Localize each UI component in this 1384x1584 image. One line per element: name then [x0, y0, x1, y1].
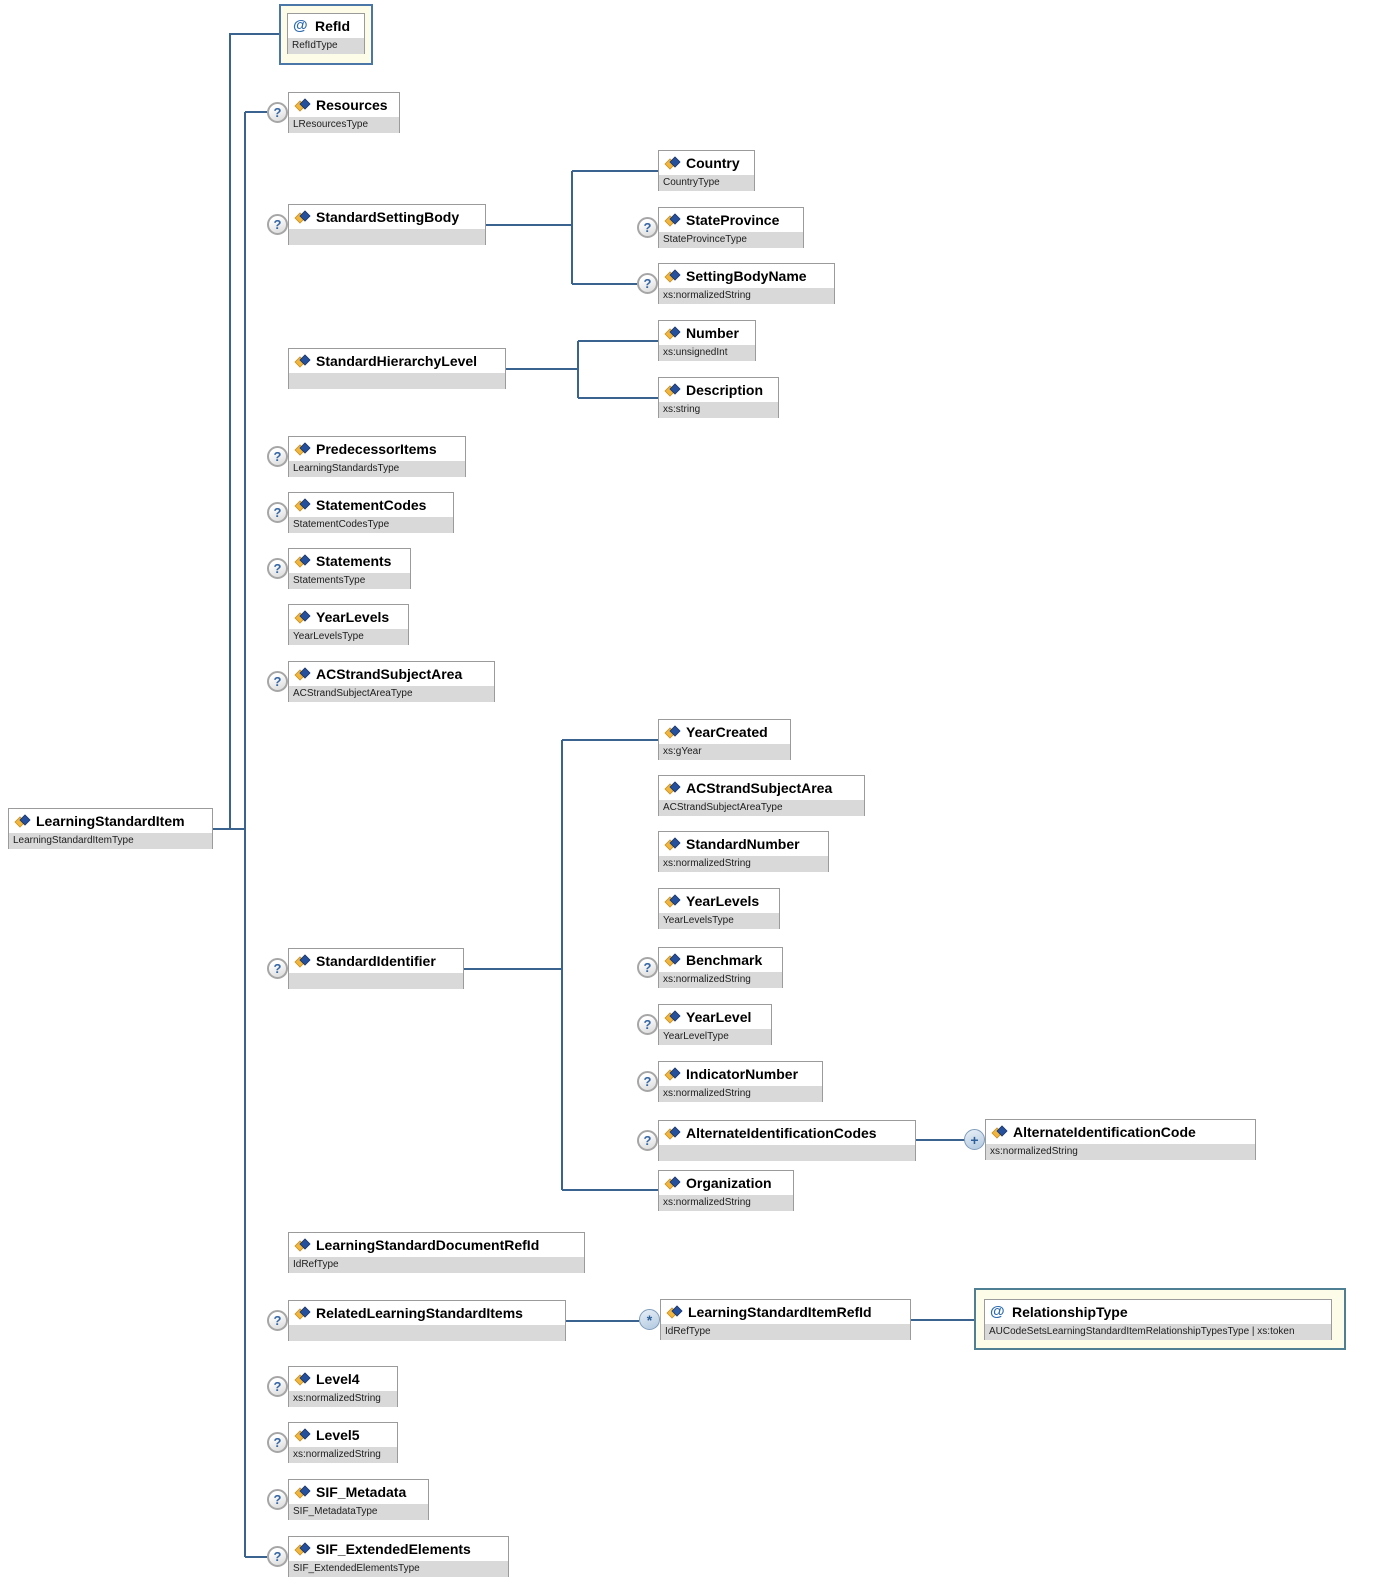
- element-icon: [14, 814, 31, 828]
- node-title-row: [659, 889, 779, 913]
- schema-node-SIF_Metadata[interactable]: [288, 1479, 429, 1520]
- node-label: Country: [686, 155, 740, 171]
- node-type: xs:normalizedString: [659, 288, 834, 304]
- node-label: ACStrandSubjectArea: [316, 666, 463, 682]
- node-title-row: [659, 208, 803, 232]
- element-icon: [664, 725, 681, 739]
- optional-badge: ?: [267, 502, 288, 523]
- node-title-row: [661, 1300, 910, 1324]
- node-title-row: [659, 776, 864, 800]
- schema-node-RelationshipType[interactable]: [984, 1299, 1332, 1340]
- element-icon: [294, 354, 311, 368]
- optional-badge: ?: [637, 1014, 658, 1035]
- node-label: Organization: [686, 1175, 772, 1191]
- node-label: LearningStandardItemRefId: [688, 1304, 872, 1320]
- node-type: xs:unsignedInt: [659, 345, 755, 361]
- node-title-row: [289, 1480, 428, 1504]
- node-label: IndicatorNumber: [686, 1066, 799, 1082]
- node-label: Resources: [316, 97, 388, 113]
- schema-node-Description[interactable]: [658, 377, 779, 418]
- node-title-row: [986, 1120, 1255, 1144]
- node-type: RefIdType: [288, 38, 364, 54]
- node-label: StateProvince: [686, 212, 780, 228]
- node-label: YearLevel: [686, 1009, 752, 1025]
- element-icon: [294, 1306, 311, 1320]
- node-type: LearningStandardItemType: [9, 833, 212, 849]
- schema-node-StateProvince[interactable]: [658, 207, 804, 248]
- node-title-row: [289, 949, 463, 973]
- attribute-icon: @: [990, 1303, 1005, 1320]
- schema-node-YearCreated[interactable]: [658, 719, 791, 760]
- element-icon: [991, 1125, 1008, 1139]
- element-icon: [294, 1542, 311, 1556]
- element-icon: [664, 1126, 681, 1140]
- optional-badge: ?: [267, 671, 288, 692]
- element-icon: [664, 326, 681, 340]
- node-label: LearningStandardDocumentRefId: [316, 1237, 540, 1253]
- schema-node-IndicatorNumber[interactable]: [658, 1061, 823, 1102]
- node-title-row: [289, 1423, 397, 1447]
- optional-badge: ?: [267, 1546, 288, 1567]
- node-label: LearningStandardItem: [36, 813, 185, 829]
- schema-node-AlternateIdentificationCode[interactable]: [985, 1119, 1256, 1160]
- node-title-row: [659, 378, 778, 402]
- node-label: RelationshipType: [1012, 1304, 1128, 1320]
- node-label: Level4: [316, 1371, 360, 1387]
- schema-node-RelatedLearningStandardItems[interactable]: [288, 1300, 566, 1341]
- schema-node-YearLevels[interactable]: [288, 604, 409, 645]
- schema-node-YearLevel[interactable]: [658, 1004, 772, 1045]
- node-type: YearLevelsType: [659, 913, 779, 929]
- node-title-row: [289, 349, 505, 373]
- element-icon: [294, 667, 311, 681]
- element-icon: [664, 953, 681, 967]
- schema-node-AlternateIdentificationCodes[interactable]: [658, 1120, 916, 1161]
- node-title-row: [659, 321, 755, 345]
- node-type: LResourcesType: [289, 117, 399, 133]
- node-title-row: [289, 1537, 508, 1561]
- node-label: YearLevels: [686, 893, 760, 909]
- node-type: CountryType: [659, 175, 754, 191]
- node-title-row: [659, 264, 834, 288]
- node-title-row: [985, 1300, 1331, 1324]
- schema-node-SettingBodyName[interactable]: [658, 263, 835, 304]
- node-type: xs:gYear: [659, 744, 790, 760]
- element-icon: [664, 781, 681, 795]
- optional-badge: ?: [267, 1489, 288, 1510]
- node-type: xs:normalizedString: [986, 1144, 1255, 1160]
- node-label: Description: [686, 382, 764, 398]
- optional-badge: ?: [637, 273, 658, 294]
- node-label: Level5: [316, 1427, 360, 1443]
- element-icon: [666, 1305, 683, 1319]
- optional-badge: ?: [637, 1071, 658, 1092]
- node-type: YearLevelsType: [289, 629, 408, 645]
- node-type: SIF_MetadataType: [289, 1504, 428, 1520]
- node-title-row: [289, 1367, 397, 1391]
- element-icon: [294, 210, 311, 224]
- element-icon: [664, 269, 681, 283]
- node-type: [289, 373, 505, 389]
- schema-node-Organization[interactable]: [658, 1170, 794, 1211]
- node-label: SIF_Metadata: [316, 1484, 407, 1500]
- node-type: xs:normalizedString: [659, 1195, 793, 1211]
- node-title-row: [289, 1301, 565, 1325]
- node-label: YearLevels: [316, 609, 390, 625]
- optional-badge: ?: [267, 1432, 288, 1453]
- node-title-row: [659, 1005, 771, 1029]
- repeat-badge: +: [964, 1129, 985, 1150]
- schema-node-LearningStandardItemRefId[interactable]: [660, 1299, 911, 1340]
- element-icon: [294, 610, 311, 624]
- node-type: AUCodeSetsLearningStandardItemRelationshipTypesType | xs:token: [985, 1324, 1331, 1340]
- element-icon: [294, 498, 311, 512]
- node-type: ACStrandSubjectAreaType: [289, 686, 494, 702]
- element-icon: [664, 1176, 681, 1190]
- node-title-row: [659, 948, 782, 972]
- node-type: [289, 229, 485, 245]
- node-type: IdRefType: [289, 1257, 584, 1273]
- schema-node-ACStrandSubjectArea[interactable]: [658, 775, 865, 816]
- node-title-row: [659, 1121, 915, 1145]
- element-icon: [294, 442, 311, 456]
- node-label: PredecessorItems: [316, 441, 437, 457]
- schema-node-YearLevels[interactable]: [658, 888, 780, 929]
- node-label: RefId: [315, 18, 350, 34]
- node-label: RelatedLearningStandardItems: [316, 1305, 523, 1321]
- node-label: Statements: [316, 553, 392, 569]
- schema-node-Level5[interactable]: [288, 1422, 398, 1463]
- schema-node-LearningStandardItem[interactable]: [8, 808, 213, 849]
- node-type: xs:normalizedString: [659, 972, 782, 988]
- node-label: YearCreated: [686, 724, 768, 740]
- node-type: StateProvinceType: [659, 232, 803, 248]
- schema-node-PredecessorItems[interactable]: [288, 436, 466, 477]
- node-title-row: [289, 437, 465, 461]
- schema-node-StandardSettingBody[interactable]: [288, 204, 486, 245]
- schema-node-Number[interactable]: [658, 320, 756, 361]
- schema-node-Benchmark[interactable]: [658, 947, 783, 988]
- element-icon: [294, 98, 311, 112]
- node-title-row: [288, 14, 364, 38]
- node-type: [289, 973, 463, 989]
- node-label: SIF_ExtendedElements: [316, 1541, 471, 1557]
- element-icon: [664, 156, 681, 170]
- schema-node-SIF_ExtendedElements[interactable]: [288, 1536, 509, 1577]
- node-type: xs:string: [659, 402, 778, 418]
- optional-badge: ?: [637, 1130, 658, 1151]
- node-type: ACStrandSubjectAreaType: [659, 800, 864, 816]
- node-title-row: [9, 809, 212, 833]
- node-label: StandardNumber: [686, 836, 800, 852]
- element-icon: [294, 1372, 311, 1386]
- node-label: SettingBodyName: [686, 268, 807, 284]
- schema-node-StandardNumber[interactable]: [658, 831, 829, 872]
- node-type: IdRefType: [661, 1324, 910, 1340]
- repeat-badge: *: [639, 1309, 660, 1330]
- node-type: [659, 1145, 915, 1161]
- node-title-row: [289, 662, 494, 686]
- node-type: xs:normalizedString: [659, 1086, 822, 1102]
- element-icon: [664, 894, 681, 908]
- element-icon: [294, 1238, 311, 1252]
- optional-badge: ?: [267, 1376, 288, 1397]
- element-icon: [294, 954, 311, 968]
- node-title-row: [659, 720, 790, 744]
- optional-badge: ?: [267, 958, 288, 979]
- optional-badge: ?: [637, 217, 658, 238]
- schema-node-Resources[interactable]: [288, 92, 400, 133]
- node-type: YearLevelType: [659, 1029, 771, 1045]
- attribute-icon: @: [293, 17, 308, 34]
- node-title-row: [289, 493, 453, 517]
- optional-badge: ?: [267, 558, 288, 579]
- node-title-row: [659, 151, 754, 175]
- node-label: StandardSettingBody: [316, 209, 460, 225]
- node-type: StatementsType: [289, 573, 410, 589]
- node-title-row: [289, 205, 485, 229]
- schema-node-StandardIdentifier[interactable]: [288, 948, 464, 989]
- schema-node-LearningStandardDocumentRefId[interactable]: [288, 1232, 585, 1273]
- node-title-row: [289, 1233, 584, 1257]
- element-icon: [664, 1067, 681, 1081]
- node-type: xs:normalizedString: [659, 856, 828, 872]
- element-icon: [294, 1485, 311, 1499]
- element-icon: [664, 837, 681, 851]
- node-label: Benchmark: [686, 952, 763, 968]
- element-icon: [294, 1428, 311, 1442]
- optional-badge: ?: [267, 102, 288, 123]
- optional-badge: ?: [267, 214, 288, 235]
- node-title-row: [659, 1171, 793, 1195]
- connector-line: [230, 34, 279, 829]
- node-label: StandardHierarchyLevel: [316, 353, 478, 369]
- element-icon: [664, 213, 681, 227]
- schema-node-Level4[interactable]: [288, 1366, 398, 1407]
- schema-node-Country[interactable]: [658, 150, 755, 191]
- node-type: xs:normalizedString: [289, 1391, 397, 1407]
- node-label: StandardIdentifier: [316, 953, 436, 969]
- schema-node-StandardHierarchyLevel[interactable]: [288, 348, 506, 389]
- node-type: StatementCodesType: [289, 517, 453, 533]
- schema-node-RefId[interactable]: [287, 13, 365, 54]
- node-title-row: [289, 93, 399, 117]
- node-title-row: [289, 605, 408, 629]
- node-title-row: [289, 549, 410, 573]
- node-label: AlternateIdentificationCode: [1013, 1124, 1196, 1140]
- node-label: StatementCodes: [316, 497, 427, 513]
- node-type: xs:normalizedString: [289, 1447, 397, 1463]
- schema-node-Statements[interactable]: [288, 548, 411, 589]
- element-icon: [294, 554, 311, 568]
- optional-badge: ?: [267, 446, 288, 467]
- schema-node-StatementCodes[interactable]: [288, 492, 454, 533]
- node-type: [289, 1325, 565, 1341]
- element-icon: [664, 383, 681, 397]
- node-type: LearningStandardsType: [289, 461, 465, 477]
- schema-node-ACStrandSubjectArea[interactable]: [288, 661, 495, 702]
- node-type: SIF_ExtendedElementsType: [289, 1561, 508, 1577]
- optional-badge: ?: [267, 1310, 288, 1331]
- element-icon: [664, 1010, 681, 1024]
- optional-badge: ?: [637, 957, 658, 978]
- node-title-row: [659, 1062, 822, 1086]
- node-label: AlternateIdentificationCodes: [686, 1125, 877, 1141]
- node-title-row: [659, 832, 828, 856]
- node-label: ACStrandSubjectArea: [686, 780, 833, 796]
- node-label: Number: [686, 325, 739, 341]
